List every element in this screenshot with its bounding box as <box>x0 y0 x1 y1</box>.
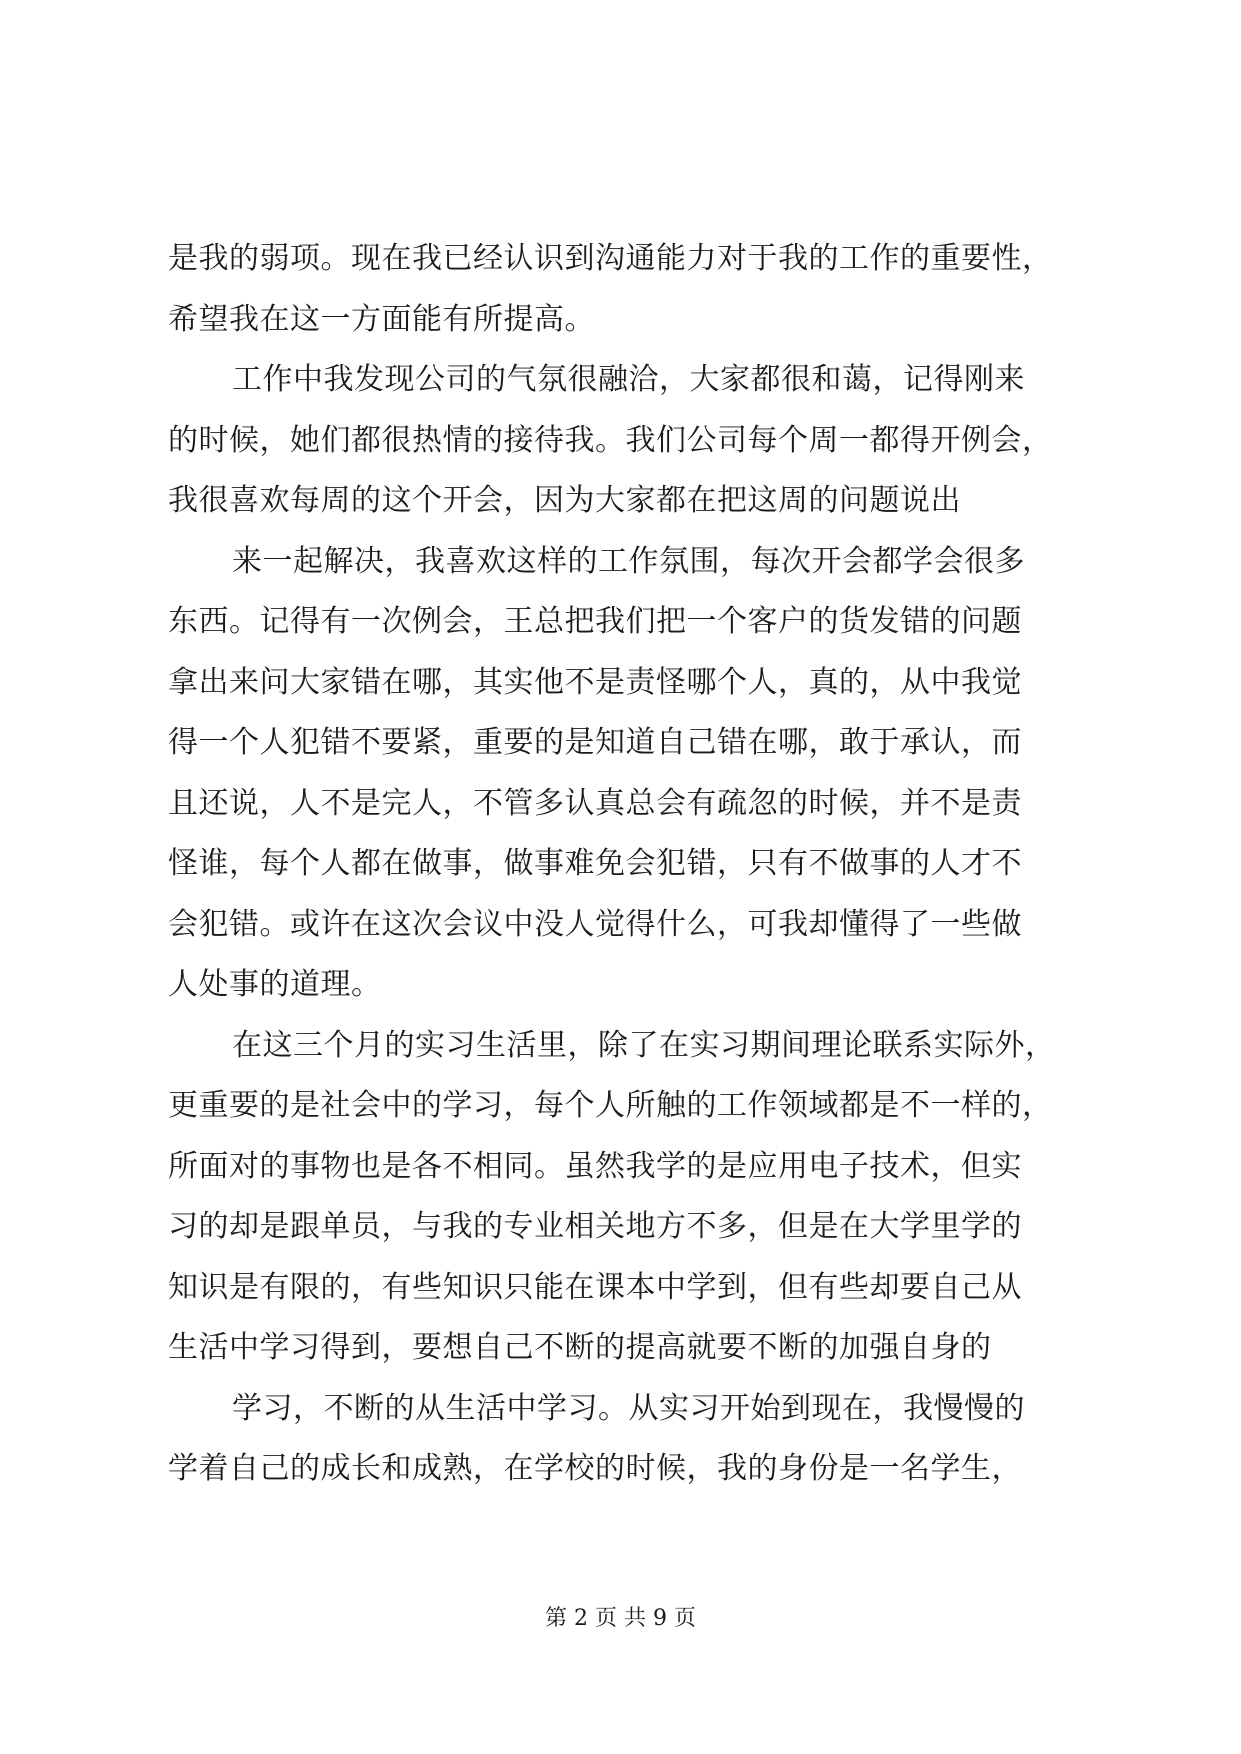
text-line: 希望我在这一方面能有所提高。 <box>168 301 595 337</box>
text-line: 人处事的道理。 <box>168 967 382 1002</box>
text-line: 生活中学习得到，要想自己不断的提高就要不断的加强自身的 <box>168 1330 992 1365</box>
text-line: 东西。记得有一次例会，王总把我们把一个客户的货发错的问题 <box>168 604 1022 639</box>
text-line: 得一个人犯错不要紧，重要的是知道自己错在哪，敢于承认，而 <box>168 725 1022 760</box>
text-line: 学习，不断的从生活中学习。从实习开始到现在，我慢慢的 <box>232 1390 1025 1426</box>
text-line: 来一起解决，我喜欢这样的工作氛围，每次开会都学会很多 <box>232 543 1025 579</box>
body-text <box>168 229 1088 1500</box>
text-line: 在这三个月的实习生活里，除了在实习期间理论联系实际外， <box>232 1027 1056 1063</box>
text-line: 习的却是跟单员，与我的专业相关地方不多，但是在大学里学的 <box>168 1209 1022 1244</box>
text-line: 学着自己的成长和成熟，在学校的时候，我的身份是一名学生， <box>168 1451 1022 1486</box>
text-line: 工作中我发现公司的气氛很融洽，大家都很和蔼，记得刚来 <box>232 362 1025 397</box>
text-line: 拿出来问大家错在哪，其实他不是责怪哪个人，真的，从中我觉 <box>168 664 1022 700</box>
text-line: 我很喜欢每周的这个开会，因为大家都在把这周的问题说出 <box>168 483 961 518</box>
text-line: 所面对的事物也是各不相同。虽然我学的是应用电子技术，但实 <box>168 1148 1022 1184</box>
page-footer: 第 2 页 共 9 页 <box>545 1606 696 1631</box>
text-line: 的时候，她们都很热情的接待我。我们公司每个周一都得开例会， <box>168 422 1053 458</box>
text-line: 怪谁，每个人都在做事，做事难免会犯错，只有不做事的人才不 <box>168 846 1022 881</box>
text-line: 更重要的是社会中的学习，每个人所触的工作领域都是不一样的， <box>168 1088 1053 1123</box>
text-line: 会犯错。或许在这次会议中没人觉得什么，可我却懂得了一些做 <box>168 906 1022 942</box>
text-line: 是我的弱项。现在我已经认识到沟通能力对于我的工作的重要性， <box>168 241 1053 276</box>
text-line: 知识是有限的，有些知识只能在课本中学到，但有些却要自己从 <box>168 1269 1022 1305</box>
text-line: 且还说，人不是完人，不管多认真总会有疏忽的时候，并不是责 <box>168 785 1022 821</box>
